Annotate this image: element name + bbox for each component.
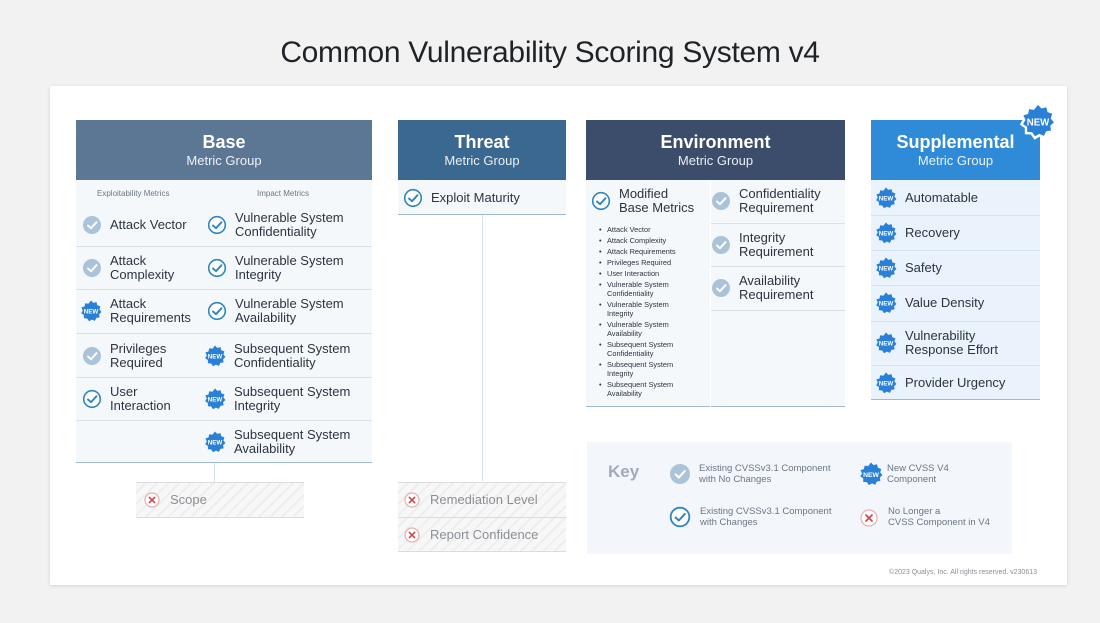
- check-changed-icon: [591, 191, 611, 211]
- metric-label-line1: Attack: [110, 296, 147, 311]
- divider: [871, 285, 1040, 286]
- metric-attack-complexity: [82, 254, 174, 282]
- check-unchanged-icon: [669, 463, 691, 485]
- metric-label-line1: Availability: [739, 273, 801, 288]
- divider: [711, 266, 845, 267]
- metric-label-line1: Subsequent System: [234, 341, 351, 356]
- metric-modified-base: [591, 187, 694, 215]
- check-unchanged-icon: [82, 258, 102, 278]
- key-new-label: New CVSS V4 Component: [887, 463, 949, 485]
- page-title: Common Vulnerability Scoring System v4: [280, 36, 820, 69]
- x-removed-icon: [144, 492, 160, 508]
- metric-label-line2: Requirement: [739, 287, 814, 302]
- new-badge-icon: [80, 300, 102, 322]
- bullet-item: • Subsequent System Confidentiality: [607, 340, 673, 358]
- metric-label: Safety: [905, 260, 942, 275]
- svg-text:NEW: NEW: [878, 230, 894, 238]
- legend-key: [587, 442, 1012, 554]
- metric-label: Attack Vector: [110, 217, 187, 232]
- metric-attack-requirements: [80, 297, 191, 325]
- divider: [76, 377, 372, 378]
- threat-header: [398, 120, 566, 180]
- removed-label: Scope: [170, 492, 207, 507]
- divider: [76, 246, 372, 247]
- metric-vuln-avail: [207, 297, 344, 325]
- metric-provider-urgency: [875, 372, 1005, 394]
- svg-text:NEW: NEW: [863, 471, 879, 479]
- check-changed-icon: [669, 506, 691, 528]
- check-changed-icon: [207, 215, 227, 235]
- divider: [871, 321, 1040, 322]
- base-header: [76, 120, 372, 180]
- removed-label: Remediation Level: [430, 492, 538, 507]
- metric-label-line1: Vulnerable System: [235, 210, 344, 225]
- base-subtitle: Metric Group: [186, 153, 262, 168]
- metric-label-line2: Base Metrics: [619, 200, 695, 215]
- metric-label-line2: Availability: [235, 310, 297, 325]
- connector-line: [214, 463, 215, 483]
- bullet-item: • User Interaction: [607, 269, 659, 278]
- metric-label: Recovery: [905, 225, 960, 240]
- metric-label-line2: Integrity: [235, 267, 282, 282]
- divider: [711, 223, 845, 224]
- new-badge-icon: [875, 222, 897, 244]
- supplemental-subtitle: Metric Group: [917, 153, 994, 168]
- new-badge-icon: [875, 332, 897, 354]
- key-unchanged-label: Existing CVSSv3.1 Component with No Changes: [699, 463, 831, 485]
- svg-text:NEW: NEW: [878, 300, 894, 308]
- metric-label: Automatable: [905, 190, 978, 205]
- new-badge-icon: [204, 388, 226, 410]
- key-title: Key: [608, 462, 640, 481]
- metric-avail-requirement: [711, 274, 813, 302]
- key-removed-label: No Longer a CVSS Component in V4: [888, 506, 990, 528]
- divider: [871, 215, 1040, 216]
- metric-label-line1: Subsequent System: [234, 384, 351, 399]
- impact-label: Impact Metrics: [257, 189, 310, 198]
- new-badge-icon: [204, 431, 226, 453]
- key-changed-label: Existing CVSSv3.1 Component with Changes: [700, 506, 832, 528]
- supplemental-title: Supplemental: [896, 132, 1015, 152]
- metric-vuln-integ: [207, 254, 344, 282]
- metric-label: Provider Urgency: [905, 375, 1006, 390]
- metric-label-line2: Required: [110, 355, 163, 370]
- new-badge-icon: [875, 187, 897, 209]
- metric-label-line1: Integrity: [739, 230, 786, 245]
- bullet-item: • Subsequent System Availability: [607, 380, 673, 398]
- environment-subtitle: Metric Group: [677, 153, 754, 168]
- metric-label-line1: User: [110, 384, 138, 399]
- metric-conf-requirement: [711, 187, 821, 215]
- x-removed-icon: [404, 527, 420, 543]
- metric-label-line1: Vulnerability: [905, 328, 976, 343]
- metric-integ-requirement: [711, 231, 813, 259]
- environment-header: [586, 120, 845, 180]
- metric-label-line2: Requirement: [739, 244, 814, 259]
- exploitability-label: Exploitability Metrics: [97, 189, 170, 198]
- bullet-item: • Vulnerable System Availability: [607, 320, 669, 338]
- metric-label-line1: Confidentiality: [739, 186, 821, 201]
- metric-subs-integ: [204, 385, 350, 413]
- divider: [76, 289, 372, 290]
- svg-text:NEW: NEW: [1026, 117, 1050, 129]
- bullet-item: • Attack Complexity: [607, 236, 666, 245]
- metric-label-line2: Confidentiality: [234, 355, 316, 370]
- removed-item-remediation: [404, 490, 538, 510]
- x-removed-icon: [860, 509, 878, 527]
- metric-recovery: [875, 222, 960, 244]
- check-changed-icon: [207, 258, 227, 278]
- metric-label-line1: Vulnerable System: [235, 253, 344, 268]
- divider: [398, 517, 566, 518]
- bullet-item: • Privileges Required: [607, 258, 671, 267]
- metric-label-line2: Requirements: [110, 310, 191, 325]
- new-badge-icon: [875, 292, 897, 314]
- removed-item-scope: [144, 490, 207, 510]
- diagram-card: [50, 86, 1067, 585]
- supplemental-new-badge-icon: [1019, 102, 1057, 140]
- supplemental-panel: [871, 180, 1040, 400]
- check-unchanged-icon: [82, 346, 102, 366]
- check-changed-icon: [403, 188, 423, 208]
- bullet-item: • Subsequent System Integrity: [607, 360, 673, 378]
- metric-label-line2: Response Effort: [905, 342, 998, 357]
- copyright: ©2023 Qualys, Inc. All rights reserved. v230613: [889, 569, 1037, 576]
- svg-text:NEW: NEW: [878, 380, 894, 388]
- metric-label-line2: Requirement: [739, 200, 814, 215]
- environment-title: Environment: [660, 132, 771, 152]
- divider: [76, 333, 372, 334]
- new-badge-icon: [875, 372, 897, 394]
- metric-label-line2: Availability: [234, 441, 296, 456]
- metric-subs-conf: [204, 342, 350, 370]
- metric-user-interaction: [82, 385, 171, 413]
- metric-vuln-response-effort: [875, 329, 998, 357]
- svg-text:NEW: NEW: [83, 308, 99, 316]
- check-unchanged-icon: [711, 278, 731, 298]
- metric-label-line2: Interaction: [110, 398, 171, 413]
- metric-automatable: [875, 187, 978, 209]
- bullet-item: • Attack Vector: [607, 225, 651, 234]
- divider: [711, 310, 845, 311]
- metric-privileges-required: [82, 342, 166, 370]
- metric-label-line2: Complexity: [110, 267, 175, 282]
- new-badge-icon: [875, 257, 897, 279]
- metric-label-line2: Integrity: [234, 398, 281, 413]
- metric-label-line1: Attack: [110, 253, 147, 268]
- new-badge-icon: [204, 345, 226, 367]
- x-removed-icon: [404, 492, 420, 508]
- metric-safety: [875, 257, 942, 279]
- svg-text:NEW: NEW: [878, 340, 894, 348]
- metric-subs-avail: [204, 428, 350, 456]
- svg-text:NEW: NEW: [878, 195, 894, 203]
- svg-text:NEW: NEW: [207, 353, 223, 361]
- svg-text:NEW: NEW: [207, 439, 223, 447]
- check-changed-icon: [207, 301, 227, 321]
- threat-subtitle: Metric Group: [444, 153, 520, 168]
- svg-text:NEW: NEW: [207, 396, 223, 404]
- divider: [871, 250, 1040, 251]
- divider: [76, 420, 372, 421]
- metric-label-line1: Modified: [619, 186, 669, 201]
- supplemental-header: [871, 120, 1040, 180]
- check-changed-icon: [82, 389, 102, 409]
- metric-value-density: [875, 292, 984, 314]
- metric-vuln-conf: [207, 211, 344, 239]
- metric-attack-vector: [82, 215, 187, 235]
- bullet-item: • Vulnerable System Integrity: [607, 300, 669, 318]
- divider: [871, 365, 1040, 366]
- check-unchanged-icon: [82, 215, 102, 235]
- connector-line: [482, 215, 483, 481]
- metric-exploit-maturity: [403, 188, 520, 208]
- metric-label-line1: Privileges: [110, 341, 167, 356]
- new-badge-icon: [859, 462, 883, 486]
- svg-text:NEW: NEW: [878, 265, 894, 273]
- metric-label-line2: Confidentiality: [235, 224, 317, 239]
- bullet-item: • Vulnerable System Confidentiality: [607, 280, 669, 298]
- bullet-item: • Attack Requirements: [607, 247, 676, 256]
- check-unchanged-icon: [711, 235, 731, 255]
- threat-title: Threat: [454, 132, 510, 152]
- metric-label: Value Density: [905, 295, 985, 310]
- metric-label-line1: Vulnerable System: [235, 296, 344, 311]
- removed-label: Report Confidence: [430, 527, 539, 542]
- metric-label-line1: Subsequent System: [234, 427, 351, 442]
- removed-item-report-confidence: [404, 525, 538, 545]
- base-title: Base: [202, 132, 246, 152]
- metric-label: Exploit Maturity: [431, 190, 520, 205]
- check-unchanged-icon: [711, 191, 731, 211]
